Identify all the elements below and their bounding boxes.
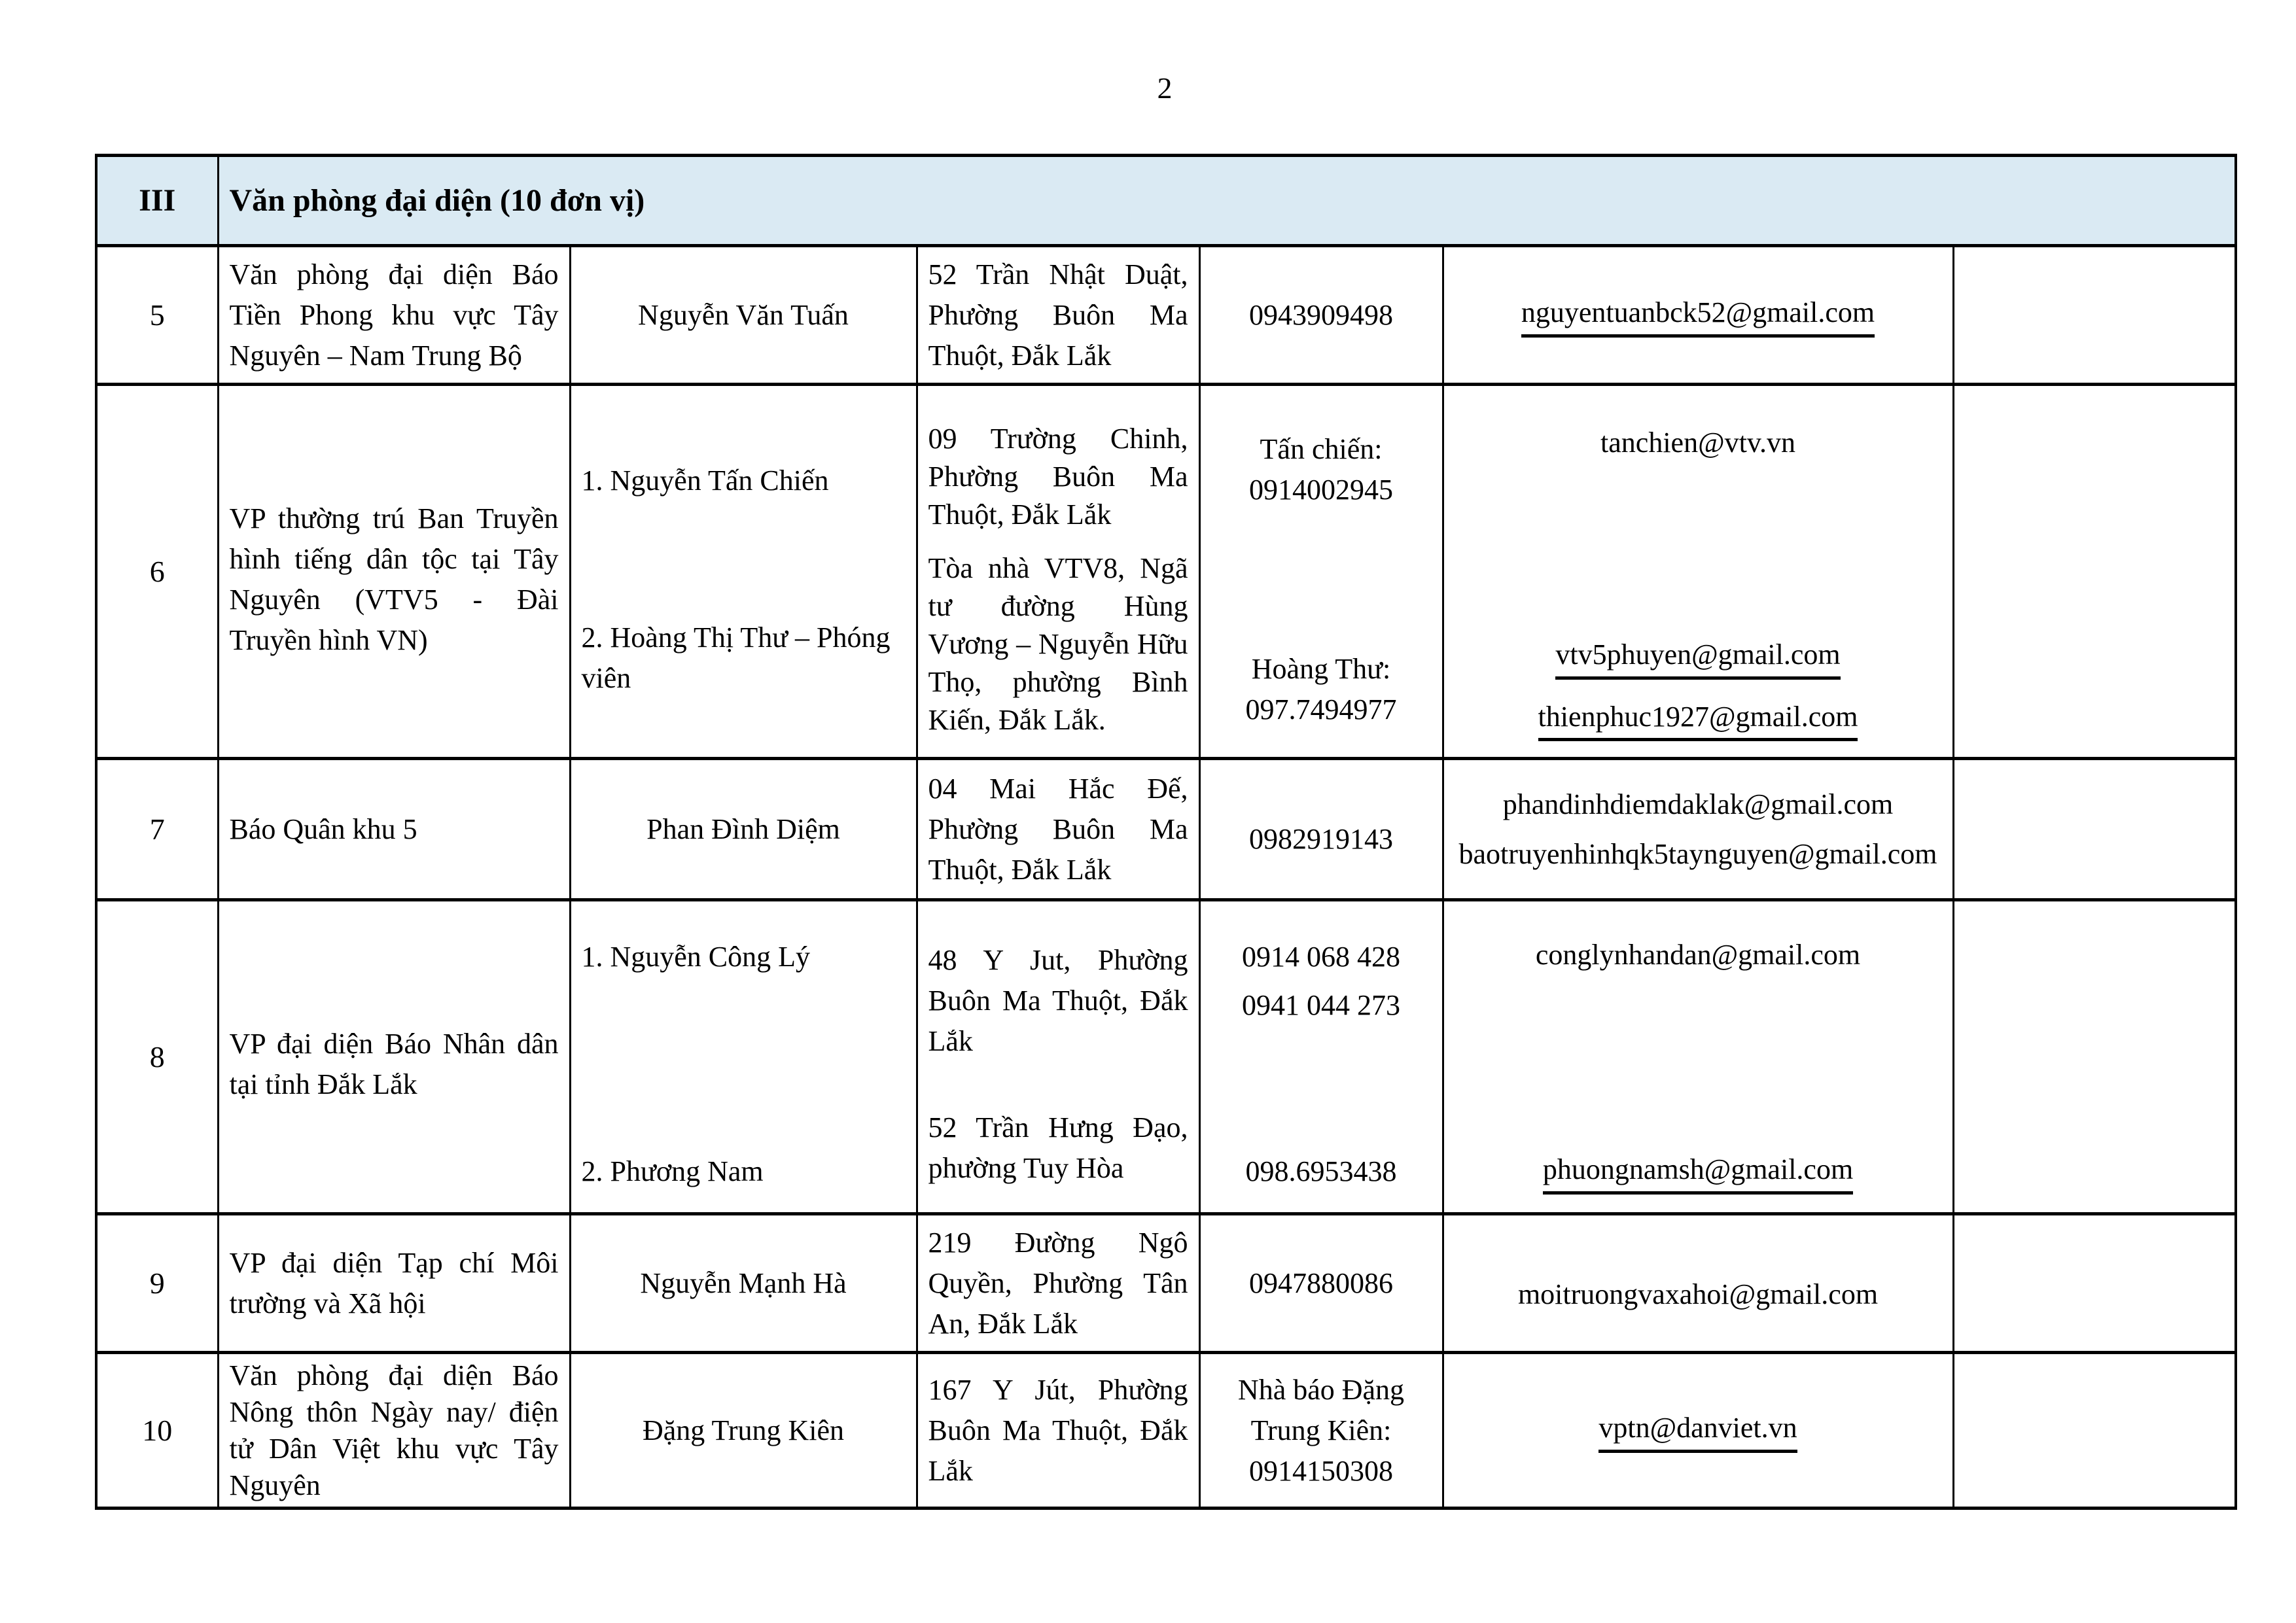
email-text: phandinhdiemdaklak@gmail.com: [1502, 788, 1894, 820]
email-text: conglynhandan@gmail.com: [1535, 939, 1861, 971]
email-cell: [1443, 1353, 1953, 1509]
office-address: 52 Trần Hưng Đạo, phường Tuy Hòa: [928, 1111, 1188, 1184]
representative-offices-table: [95, 154, 2237, 1510]
office-address: 04 Mai Hắc Đế, Phường Buôn Ma Thuột, Đắk Lắk: [917, 759, 1199, 900]
phone-label: Nhà báo Đặng Trung Kiên:: [1237, 1373, 1405, 1446]
contact-person-list: [570, 900, 917, 1214]
phone-number: 097.7494977: [1245, 693, 1397, 725]
phone-number: 0947880086: [1199, 1214, 1443, 1353]
phone-number: 098.6953438: [1245, 1155, 1397, 1187]
contact-person-list: [570, 385, 917, 759]
phone-label: Hoàng Thư:: [1251, 652, 1391, 685]
row-number: 7: [96, 759, 218, 900]
phone-list: [1199, 385, 1443, 759]
office-address: 48 Y Jut, Phường Buôn Ma Thuột, Đắk Lắk: [928, 943, 1188, 1057]
email-link[interactable]: vtv5phuyen@gmail.com: [1555, 638, 1840, 680]
phone-number: 0914002945: [1249, 473, 1393, 506]
office-address: Tòa nhà VTV8, Ngã tư đường Hùng Vương – Nguyễn Hữu Thọ, phường Bình Kiến, Đắk Lắk.: [928, 551, 1188, 736]
office-name: Báo Quân khu 5: [218, 759, 570, 900]
section-title: Văn phòng đại diện (10 đơn vị): [218, 156, 2236, 246]
contact-person: 2. Phương Nam: [581, 1155, 764, 1187]
office-address-list: [917, 900, 1199, 1214]
table-row: [96, 759, 2236, 900]
office-name: VP thường trú Ban Truyền hình tiếng dân tộc tại Tây Nguyên (VTV5 - Đài Truyền hình VN): [218, 385, 570, 759]
email-link[interactable]: thienphuc1927@gmail.com: [1538, 701, 1858, 742]
row-number: 8: [96, 900, 218, 1214]
contact-person: 2. Hoàng Thị Thư – Phóng viên: [581, 621, 891, 694]
phone-cell: [1199, 1353, 1443, 1509]
section-index: III: [96, 156, 218, 246]
table-row: [96, 246, 2236, 385]
contact-person: Đặng Trung Kiên: [570, 1353, 917, 1509]
email-link[interactable]: phuongnamsh@gmail.com: [1543, 1153, 1853, 1195]
office-address-list: [917, 385, 1199, 759]
email-cell: [1443, 1214, 1953, 1353]
email-link[interactable]: vptn@danviet.vn: [1598, 1412, 1797, 1453]
contact-person: Phan Đình Diệm: [570, 759, 917, 900]
contact-person: Nguyễn Mạnh Hà: [570, 1214, 917, 1353]
email-cell: [1443, 385, 1953, 759]
contact-person: Nguyễn Văn Tuấn: [570, 246, 917, 385]
office-name: Văn phòng đại diện Báo Nông thôn Ngày nay/ điện tử Dân Việt khu vực Tây Nguyên: [218, 1353, 570, 1509]
phone-number: 0941 044 273: [1242, 988, 1400, 1021]
email-cell: [1443, 759, 1953, 900]
empty-cell: [1953, 759, 2236, 900]
empty-cell: [1953, 1353, 2236, 1509]
contact-person: 1. Nguyễn Tấn Chiến: [581, 464, 829, 497]
email-text: moitruongvaxahoi@gmail.com: [1517, 1278, 1879, 1310]
office-address: 52 Trần Nhật Duật, Phường Buôn Ma Thuột, Đắk Lắk: [917, 246, 1199, 385]
row-number: 10: [96, 1353, 218, 1509]
row-number: 5: [96, 246, 218, 385]
empty-cell: [1953, 385, 2236, 759]
contact-person: 1. Nguyễn Công Lý: [581, 940, 811, 973]
phone-number: 0943909498: [1199, 246, 1443, 385]
phone-label: Tấn chiến:: [1260, 432, 1383, 465]
office-address: 219 Đường Ngô Quyền, Phường Tân An, Đắk Lắk: [917, 1214, 1199, 1353]
office-address: 09 Trường Chinh, Phường Buôn Ma Thuột, Đắk Lắk: [928, 422, 1188, 531]
row-number: 6: [96, 385, 218, 759]
page-number: 2: [1157, 71, 1173, 105]
office-name: VP đại diện Báo Nhân dân tại tỉnh Đắk Lắk: [218, 900, 570, 1214]
email-link[interactable]: nguyentuanbck52@gmail.com: [1521, 296, 1875, 338]
email-cell: [1443, 900, 1953, 1214]
empty-cell: [1953, 1214, 2236, 1353]
empty-cell: [1953, 900, 2236, 1214]
email-cell: [1443, 246, 1953, 385]
table-row: [96, 900, 2236, 1214]
email-text: baotruyenhinhqk5taynguyen@gmail.com: [1458, 837, 1937, 870]
email-text: tanchien@vtv.vn: [1600, 426, 1795, 459]
office-address: 167 Y Jút, Phường Buôn Ma Thuột, Đắk Lắk: [917, 1353, 1199, 1509]
section-header-row: [96, 156, 2236, 246]
office-name: Văn phòng đại diện Báo Tiền Phong khu vực Tây Nguyên – Nam Trung Bộ: [218, 246, 570, 385]
phone-number: 0982919143: [1199, 759, 1443, 900]
office-name: VP đại diện Tạp chí Môi trường và Xã hội: [218, 1214, 570, 1353]
table-row: [96, 1214, 2236, 1353]
phone-number: 0914150308: [1249, 1454, 1393, 1487]
phone-list: [1199, 900, 1443, 1214]
phone-number: 0914 068 428: [1242, 940, 1400, 973]
table-row: [96, 1353, 2236, 1509]
row-number: 9: [96, 1214, 218, 1353]
table-row: [96, 385, 2236, 759]
empty-cell: [1953, 246, 2236, 385]
